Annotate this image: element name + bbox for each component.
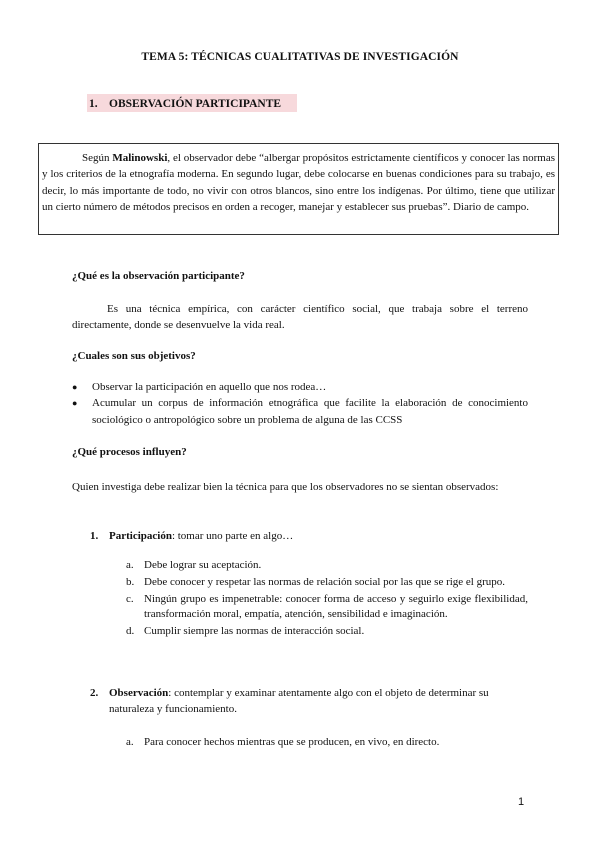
list-item-text: Acumular un corpus de información etnográfica que facilite la elaboración de conocimiento sociológico o antropológico sobre un problema de alguna de las CCSS (92, 397, 528, 426)
list-item-text: Cumplir siempre las normas de interacción social. (144, 625, 365, 638)
item-text: : contemplar y examinar atentamente algo con el objeto de determinar su naturaleza y funcionamiento. (109, 687, 489, 716)
page-number: 1 (518, 796, 525, 808)
quote-author: Malinowski (112, 152, 168, 164)
quote-text: , el observador debe “albergar propósitos estrictamente científicos y conocer las normas y los criterios de la etnografía moderna. En segundo lugar, debe colocarse en buenas condiciones para su trabajo, es decir, lo más importante de todo, no vivir con otros blancos, sino entre los indígenas. Por último, tiene que utilizar un cierto número de métodos precisos en orden a recoger, manejar y establecer sus pruebas”. Diario de campo. (42, 152, 555, 214)
section-number: 1. (89, 98, 98, 110)
list-item (126, 624, 528, 639)
question-heading: ¿Cuales son sus objetivos? (72, 350, 196, 362)
list-item (72, 379, 528, 395)
item-term: Participación (109, 530, 172, 542)
numbered-item (90, 528, 530, 544)
objectives-list (72, 379, 528, 428)
quote-before: Según (82, 152, 113, 164)
list-item (126, 592, 528, 623)
list-item-text: Debe lograr su aceptación. (144, 559, 262, 571)
bullet-icon: ● (72, 382, 78, 392)
item-text: : tomar uno parte en algo… (171, 530, 294, 542)
lettered-list (126, 558, 528, 641)
item-number: 1. (90, 530, 99, 542)
page-title: TEMA 5: TÉCNICAS CUALITATIVAS DE INVESTIGACIÓN (141, 51, 459, 63)
list-letter: d. (126, 625, 135, 638)
question-heading: ¿Qué es la observación participante? (72, 270, 245, 282)
list-item (126, 735, 528, 750)
answer-text: Es una técnica empírica, con carácter científico social, que trabaja sobre el terreno directamente, donde se desenvuelve la vida real. (72, 303, 528, 332)
section-heading: OBSERVACIÓN PARTICIPANTE (109, 98, 282, 110)
numbered-item (90, 685, 530, 718)
list-letter: a. (126, 736, 134, 748)
section-heading-highlight (87, 94, 297, 112)
quote-box (38, 143, 559, 235)
list-item (126, 575, 528, 590)
lettered-list (126, 735, 528, 752)
intro-paragraph: Quien investiga debe realizar bien la técnica para que los observadores no se sientan observados: (72, 481, 499, 493)
item-term: Observación (109, 687, 169, 699)
list-item-text: Para conocer hechos mientras que se producen, en vivo, en directo. (144, 736, 440, 748)
list-letter: b. (126, 575, 135, 588)
list-item-text: Debe conocer y respetar las normas de relación social por las que se rige el grupo. (144, 575, 506, 588)
answer-paragraph (72, 301, 528, 334)
list-letter: a. (126, 559, 134, 571)
list-item-text: Ningún grupo es impenetrable: conocer forma de acceso y seguirlo exige flexibilidad, transformación moral, empatía, atención, sensibilidad e imaginación. (144, 592, 528, 621)
question-heading: ¿Qué procesos influyen? (72, 446, 187, 458)
list-item (72, 395, 528, 428)
list-item (126, 558, 528, 573)
bullet-icon: ● (72, 398, 78, 409)
list-item-text: Observar la participación en aquello que nos rodea… (92, 381, 327, 393)
list-letter: c. (126, 592, 134, 605)
item-number: 2. (90, 687, 99, 699)
